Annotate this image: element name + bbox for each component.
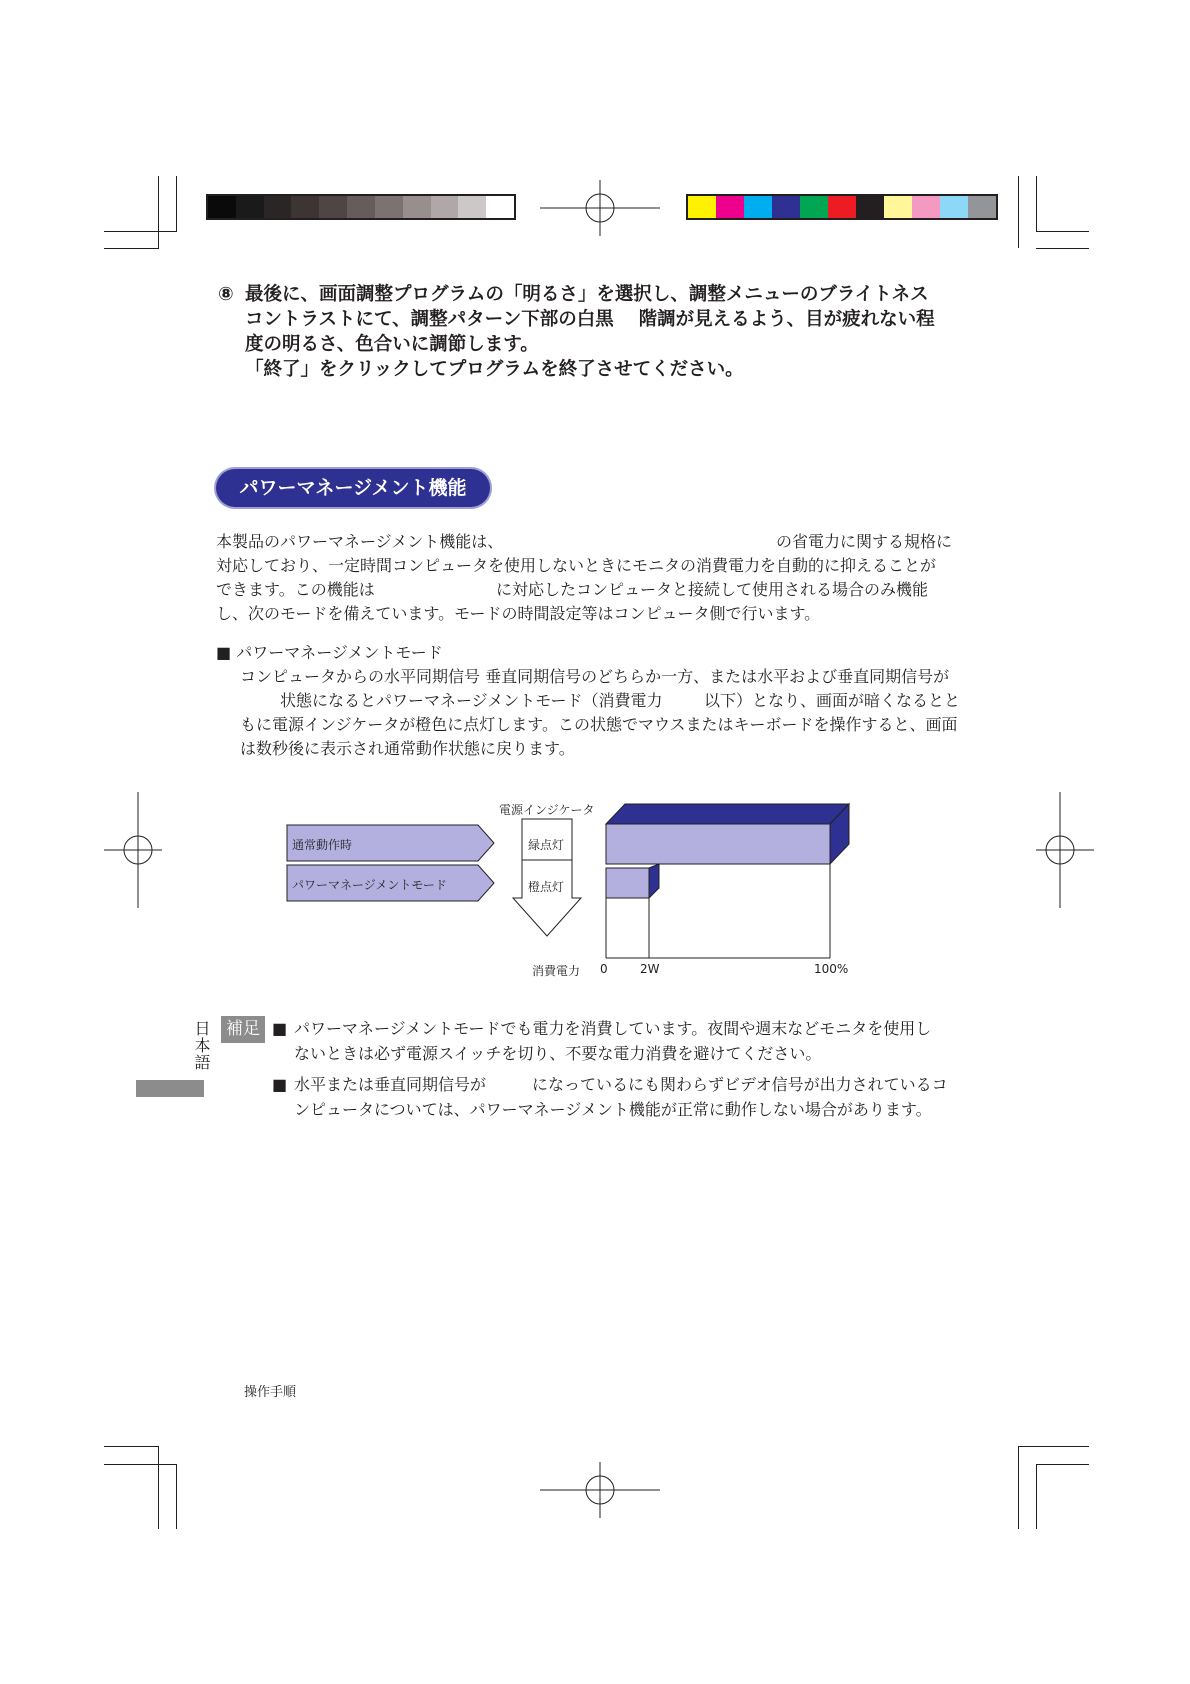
section-title: パワーマネージメント機能 bbox=[216, 469, 490, 507]
note-text: ないときは必ず電源スイッチを切り、不要な電力消費を避けてください。 bbox=[294, 1044, 822, 1063]
page-footer: 操作手順 bbox=[244, 1385, 297, 1400]
bullet-square-icon: ■ bbox=[272, 1019, 288, 1038]
intro-text: に対応したコンピュータと接続して使用される場合のみ機能 bbox=[496, 580, 929, 599]
color-swatch bbox=[912, 196, 940, 218]
note-text: になっているにも関わらずビデオ信号が出力されているコ bbox=[532, 1075, 948, 1094]
step-line: 最後に、画面調整プログラムの「明るさ」を選択し、調整メニューのブライトネス bbox=[245, 284, 929, 305]
tick-label: 2W bbox=[640, 962, 660, 976]
intro-text: 本製品のパワーマネージメント機能は、 bbox=[216, 532, 504, 551]
color-swatch bbox=[940, 196, 968, 218]
gray-swatch bbox=[375, 196, 403, 218]
gray-swatch bbox=[347, 196, 375, 218]
indicator-orange: 橙点灯 bbox=[528, 880, 565, 894]
gray-swatch bbox=[319, 196, 347, 218]
registration-mark-top bbox=[540, 180, 660, 236]
color-swatch bbox=[828, 196, 856, 218]
registration-mark-right bbox=[1036, 792, 1094, 908]
registration-mark-left bbox=[104, 792, 162, 908]
step-line: コントラストにて、調整パターン下部の白黒 階調が見えるよう、目が疲れない程 bbox=[245, 309, 935, 330]
note-item bbox=[272, 1072, 948, 1122]
tick-label: 100% bbox=[814, 962, 849, 976]
color-swatch bbox=[716, 196, 744, 218]
mode-text: もに電源インジケータが橙色に点灯します。この状態でマウスまたはキーボードを操作すると、画面 bbox=[240, 715, 958, 734]
gray-swatch bbox=[431, 196, 459, 218]
language-tab-bar bbox=[136, 1080, 204, 1097]
step-number: ⑧ bbox=[218, 284, 234, 305]
note-badge: 補足 bbox=[221, 1016, 265, 1043]
gray-swatch bbox=[458, 196, 486, 218]
gray-swatch bbox=[486, 196, 514, 218]
color-swatch bbox=[744, 196, 772, 218]
axis-label: 消費電力 bbox=[532, 964, 581, 978]
color-bar bbox=[686, 194, 998, 220]
indicator-header: 電源インジケータ bbox=[499, 803, 595, 817]
section-intro bbox=[216, 530, 953, 626]
registration-mark-bottom bbox=[540, 1462, 660, 1518]
mode-text: 状態になるとパワーマネージメントモード（消費電力 bbox=[280, 691, 663, 710]
step-line: 度の明るさ、色合いに調節します。 bbox=[245, 334, 539, 355]
mode-text: は数秒後に表示され通常動作状態に戻ります。 bbox=[240, 739, 575, 758]
gray-swatch bbox=[403, 196, 431, 218]
gray-swatch bbox=[291, 196, 319, 218]
grayscale-bar bbox=[206, 194, 516, 220]
indicator-green: 緑点灯 bbox=[528, 838, 565, 852]
color-swatch bbox=[688, 196, 716, 218]
gray-swatch bbox=[264, 196, 292, 218]
color-swatch bbox=[968, 196, 996, 218]
bullet-square-icon: ■ bbox=[272, 1075, 288, 1094]
mode-description bbox=[240, 665, 961, 761]
mode-text: 以下）となり、画面が暗くなるとと bbox=[704, 691, 961, 710]
mode-label: パワーマネージメントモード bbox=[292, 878, 447, 892]
mode-heading: ■ パワーマネージメントモード bbox=[216, 643, 443, 662]
gray-swatch bbox=[236, 196, 264, 218]
note-text: ンピュータについては、パワーマネージメント機能が正常に動作しない場合があります。 bbox=[294, 1100, 932, 1119]
power-bars bbox=[600, 796, 860, 986]
color-swatch bbox=[800, 196, 828, 218]
gray-swatch bbox=[208, 196, 236, 218]
intro-text: し、次のモードを備えています。モードの時間設定等はコンピュータ側で行います。 bbox=[216, 604, 821, 623]
note-text: 水平または垂直同期信号が bbox=[294, 1075, 487, 1094]
language-tab: 日本語 bbox=[192, 1020, 211, 1071]
mode-label: 通常動作時 bbox=[292, 838, 353, 852]
color-swatch bbox=[884, 196, 912, 218]
intro-text: の省電力に関する規格に bbox=[776, 532, 953, 551]
intro-text: 対応しており、一定時間コンピュータを使用しないときにモニタの消費電力を自動的に抑えることが bbox=[216, 556, 937, 575]
color-swatch bbox=[772, 196, 800, 218]
mode-text: コンピュータからの水平同期信号 垂直同期信号のどちらか一方、または水平および垂直同期信号が bbox=[240, 667, 950, 686]
color-swatch bbox=[856, 196, 884, 218]
intro-text: できます。この機能は bbox=[216, 580, 375, 599]
tick-label: 0 bbox=[600, 962, 608, 976]
step-line: 「終了」をクリックしてプログラムを終了させてください。 bbox=[245, 359, 744, 380]
note-text: パワーマネージメントモードでも電力を消費しています。夜間や週末などモニタを使用し bbox=[294, 1019, 932, 1038]
note-item bbox=[272, 1016, 932, 1066]
notes bbox=[272, 1016, 948, 1122]
